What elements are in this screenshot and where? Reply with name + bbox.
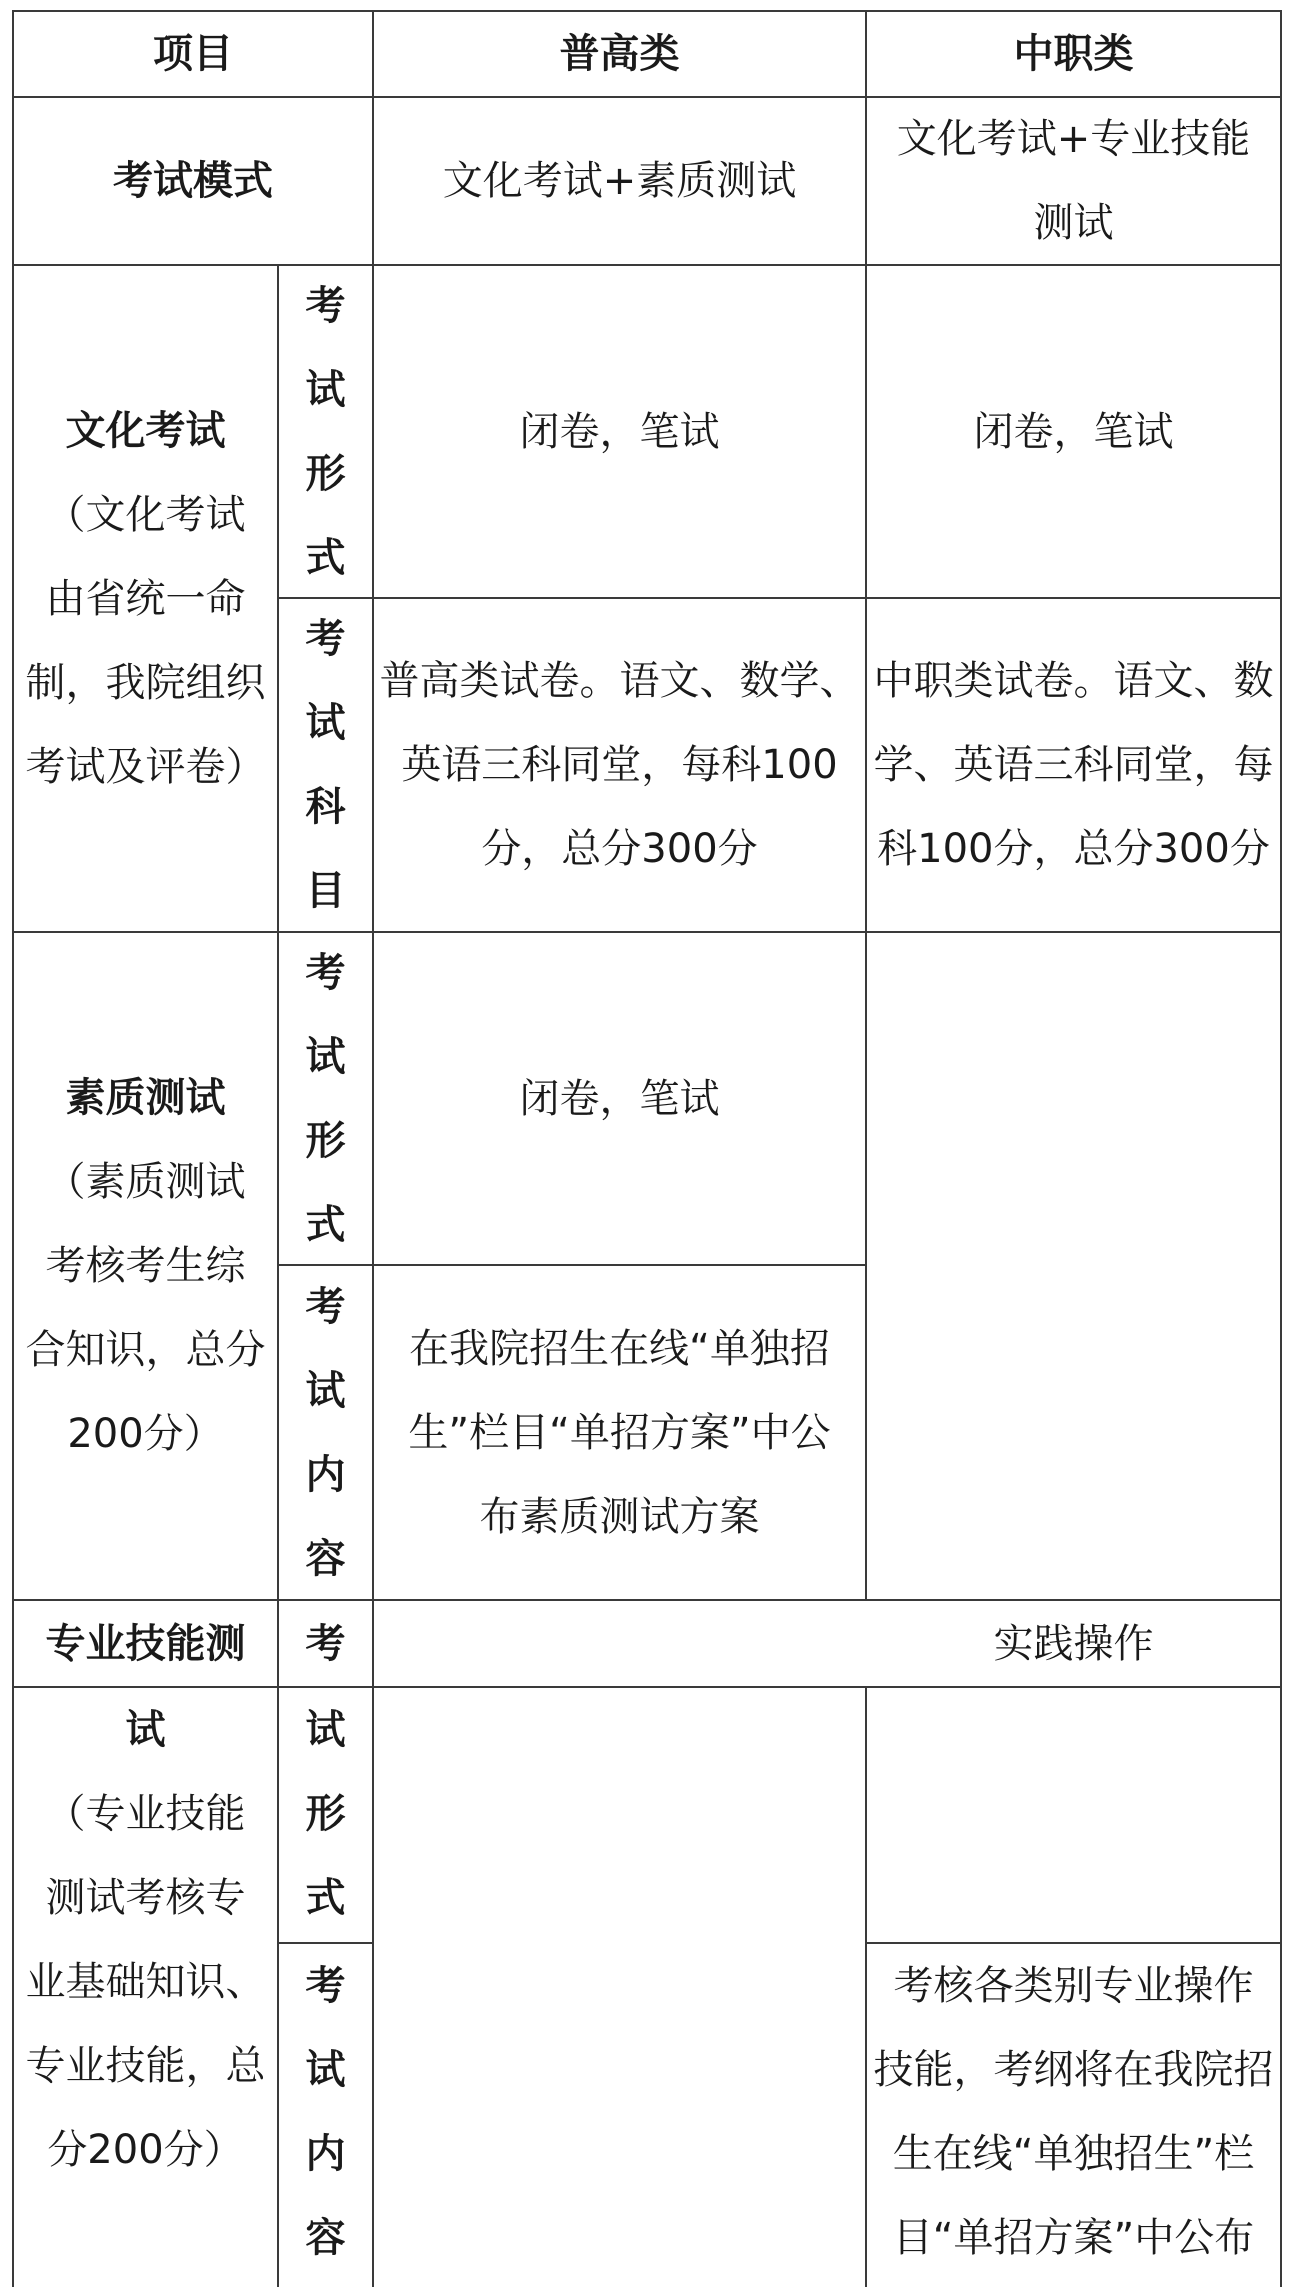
- quality-note: （素质测试 考核考生综 合知识，总分 200分）: [25, 1159, 266, 1457]
- skill-content-label: 考 试 内 容: [305, 1963, 346, 2261]
- skill-title-part1: 专业技能测: [45, 1620, 246, 1667]
- culture-label-cell: [14, 266, 277, 931]
- skill-form-vocational: 实践操作: [993, 1620, 1154, 1667]
- skill-form-label-rest: 试 形 式: [305, 1707, 346, 1921]
- quality-form-label: 考 试 形 式: [305, 949, 346, 1248]
- header-item: 项目: [153, 31, 233, 77]
- culture-form-vocational: 闭卷，笔试: [973, 408, 1174, 455]
- mode-label: 考试模式: [113, 158, 273, 204]
- quality-form-general: 闭卷，笔试: [519, 1075, 720, 1122]
- quality-title: 素质测试: [65, 1075, 226, 1121]
- quality-content-label: 考 试 内 容: [305, 1283, 346, 1582]
- mode-vocational: 文化考试+专业技能 测试: [896, 116, 1251, 246]
- skill-form-label-top: 考: [305, 1620, 346, 1667]
- quality-label-cell: [14, 933, 277, 1599]
- mode-general: 文化考试+素质测试: [442, 158, 797, 204]
- quality-content-general: 在我院招生在线“单独招 生”栏目“单招方案”中公 布素质测试方案: [408, 1325, 831, 1540]
- header-general: 普高类: [559, 31, 680, 77]
- culture-subjects-label: 考 试 科 目: [305, 616, 346, 914]
- header-vocational: 中职类: [1013, 31, 1134, 77]
- skill-label-cell: [14, 1688, 277, 2287]
- skill-note: （专业技能 测试考核专 业基础知识、 专业技能，总 分200分）: [25, 1791, 266, 2173]
- skill-content-vocational: 考核各类别专业操作 技能，考纲将在我院招 生在线“单独招生”栏 目“单招方案”中公布: [873, 1963, 1274, 2261]
- culture-form-general: 闭卷，笔试: [519, 408, 720, 455]
- culture-subjects-general: 普高类试卷。语文、数学、 英语三科同堂，每科100 分，总分300分: [379, 658, 860, 872]
- culture-form-label: 考 试 形 式: [305, 282, 346, 581]
- culture-note: （文化考试 由省统一命 制，我院组织 考试及评卷）: [25, 491, 266, 790]
- skill-title-part2: 试: [125, 1707, 166, 1753]
- culture-title: 文化考试: [65, 407, 226, 454]
- culture-subjects-vocational: 中职类试卷。语文、数 学、英语三科同堂，每 科100分，总分300分: [873, 658, 1274, 872]
